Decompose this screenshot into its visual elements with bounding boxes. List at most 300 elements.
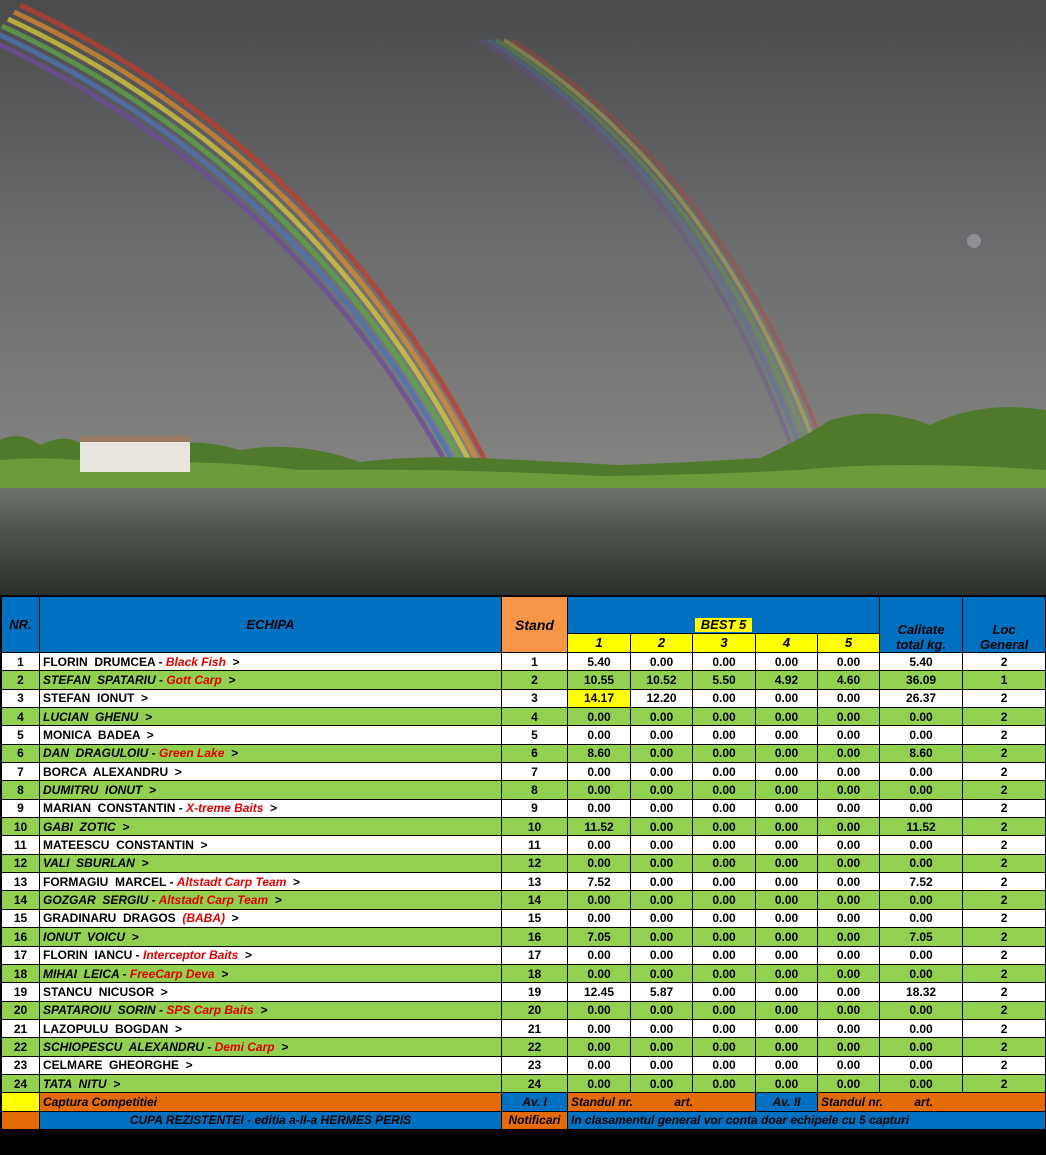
table-row (2, 836, 1046, 854)
stand-number: 16 (502, 928, 568, 946)
best-col-header: 5 (818, 634, 880, 653)
club-name: Gott Carp (166, 673, 222, 688)
row-arrow: > (253, 1003, 268, 1018)
total-weight: 0.00 (880, 1074, 963, 1092)
stand-number: 2 (502, 671, 568, 689)
general-place: 2 (963, 726, 1046, 744)
row-number: 21 (2, 1019, 40, 1037)
general-place: 2 (963, 983, 1046, 1001)
col-place-header (963, 597, 1046, 653)
best-catch-value: 0.00 (756, 799, 818, 817)
angler-name: MATEESCU CONSTANTIN > (43, 838, 208, 853)
general-place: 2 (963, 946, 1046, 964)
best-catch-value: 4.92 (756, 671, 818, 689)
best-catch-value: 0.00 (756, 763, 818, 781)
angler-name: FLORIN IANCU - (43, 948, 143, 963)
best-catch-value: 10.52 (631, 671, 693, 689)
total-weight: 26.37 (880, 689, 963, 707)
general-place: 2 (963, 873, 1046, 891)
best-catch-value: 0.00 (756, 983, 818, 1001)
best-catch-value: 0.00 (818, 653, 880, 671)
best-catch-value: 0.00 (756, 689, 818, 707)
best-catch-value: 0.00 (756, 873, 818, 891)
footer-capture-row (2, 1093, 1046, 1111)
row-number: 5 (2, 726, 40, 744)
best-col-header: 2 (631, 634, 693, 653)
general-place: 2 (963, 1056, 1046, 1074)
best-catch-value: 0.00 (631, 1019, 693, 1037)
best-catch-value: 0.00 (568, 1038, 631, 1056)
best-catch-value: 0.00 (693, 763, 756, 781)
angler-name: MONICA BADEA > (43, 728, 154, 743)
lens-flare (967, 234, 981, 248)
best-catch-value: 0.00 (693, 1056, 756, 1074)
total-weight: 0.00 (880, 891, 963, 909)
table-row (2, 891, 1046, 909)
general-place: 2 (963, 1038, 1046, 1056)
row-number: 2 (2, 671, 40, 689)
best-catch-value: 0.00 (693, 873, 756, 891)
team-name-cell (40, 1074, 502, 1092)
best-catch-value: 0.00 (818, 781, 880, 799)
best-col-header: 1 (568, 634, 631, 653)
total-weight: 0.00 (880, 836, 963, 854)
best-col-header: 3 (693, 634, 756, 653)
total-weight: 0.00 (880, 708, 963, 726)
general-place: 2 (963, 781, 1046, 799)
best-catch-value: 0.00 (631, 836, 693, 854)
best-catch-value: 0.00 (631, 781, 693, 799)
best5-label-cell (568, 617, 880, 634)
best-catch-value: 4.60 (818, 671, 880, 689)
table-row (2, 983, 1046, 1001)
quality-label-line1: Calitate (897, 622, 945, 637)
table-row (2, 653, 1046, 671)
table-row (2, 873, 1046, 891)
team-name-cell (40, 744, 502, 762)
general-place: 2 (963, 799, 1046, 817)
table-row (2, 708, 1046, 726)
angler-name: GOZGAR SERGIU - (43, 893, 159, 908)
table-row (2, 964, 1046, 982)
angler-name: STANCU NICUSOR > (43, 984, 168, 999)
general-place: 2 (963, 763, 1046, 781)
angler-name: BORCA ALEXANDRU > (43, 764, 182, 779)
row-number: 10 (2, 818, 40, 836)
best-catch-value: 0.00 (631, 799, 693, 817)
total-weight: 0.00 (880, 854, 963, 872)
angler-name: STEFAN SPATARIU - (43, 673, 167, 688)
stand-number: 9 (502, 799, 568, 817)
total-weight: 0.00 (880, 781, 963, 799)
best-catch-value: 0.00 (756, 946, 818, 964)
row-number: 23 (2, 1056, 40, 1074)
best-catch-value: 0.00 (756, 854, 818, 872)
general-place: 2 (963, 653, 1046, 671)
best-catch-value: 0.00 (756, 781, 818, 799)
best-catch-value: 0.00 (818, 836, 880, 854)
stand-number: 12 (502, 854, 568, 872)
best-catch-value: 0.00 (818, 1019, 880, 1037)
best-catch-value: 0.00 (756, 928, 818, 946)
stand-number: 5 (502, 726, 568, 744)
best-catch-value: 0.00 (631, 946, 693, 964)
best-catch-value: 14.17 (568, 689, 631, 707)
total-weight: 0.00 (880, 1001, 963, 1019)
table-row (2, 1019, 1046, 1037)
stand-number: 14 (502, 891, 568, 909)
team-name-cell (40, 964, 502, 982)
best-catch-value: 12.20 (631, 689, 693, 707)
best-catch-value: 0.00 (693, 653, 756, 671)
best-catch-value: 0.00 (568, 909, 631, 927)
row-number: 20 (2, 1001, 40, 1019)
row-number: 24 (2, 1074, 40, 1092)
stand-number: 24 (502, 1074, 568, 1092)
best-catch-value: 0.00 (693, 1019, 756, 1037)
row-arrow: > (268, 893, 282, 908)
best-catch-value: 0.00 (568, 781, 631, 799)
total-weight: 0.00 (880, 1038, 963, 1056)
team-name-cell (40, 928, 502, 946)
best-catch-value: 0.00 (568, 946, 631, 964)
total-weight: 0.00 (880, 964, 963, 982)
best-catch-value: 0.00 (756, 818, 818, 836)
quality-label-line2: total kg. (896, 637, 946, 652)
angler-name: LAZOPULU BOGDAN > (43, 1021, 183, 1036)
general-place: 2 (963, 744, 1046, 762)
stand-number: 6 (502, 744, 568, 762)
total-weight: 0.00 (880, 726, 963, 744)
total-weight: 0.00 (880, 763, 963, 781)
team-name-cell (40, 1038, 502, 1056)
best-catch-value: 0.00 (818, 726, 880, 744)
best-catch-value: 0.00 (818, 763, 880, 781)
team-name-cell (40, 873, 502, 891)
table-row (2, 854, 1046, 872)
best-catch-value: 0.00 (568, 891, 631, 909)
row-arrow: > (221, 673, 236, 688)
best-catch-value: 5.40 (568, 653, 631, 671)
best-catch-value: 0.00 (818, 983, 880, 1001)
best-catch-value: 0.00 (693, 726, 756, 744)
place-label-line1: Loc (992, 622, 1016, 637)
best5-blank-band (568, 597, 880, 617)
general-place: 2 (963, 689, 1046, 707)
results-body (2, 653, 1046, 1093)
best-catch-value: 0.00 (693, 781, 756, 799)
angler-name: MARIAN CONSTANTIN - (43, 801, 187, 816)
row-number: 19 (2, 983, 40, 1001)
best-catch-value: 0.00 (756, 1038, 818, 1056)
best-catch-value: 0.00 (631, 1074, 693, 1092)
best-catch-value: 0.00 (818, 799, 880, 817)
table-row (2, 689, 1046, 707)
best-catch-value: 0.00 (568, 1074, 631, 1092)
best-catch-value: 0.00 (756, 1074, 818, 1092)
table-row (2, 909, 1046, 927)
best-col-header: 4 (756, 634, 818, 653)
total-weight: 8.60 (880, 744, 963, 762)
club-name: Altstadt Carp Team (158, 893, 269, 908)
club-name: Altstadt Carp Team (176, 874, 287, 889)
best-catch-value: 7.52 (568, 873, 631, 891)
table-row (2, 946, 1046, 964)
general-place: 2 (963, 1074, 1046, 1092)
best-catch-value: 0.00 (568, 726, 631, 744)
angler-name: TATA NITU > (43, 1076, 121, 1091)
team-name-cell (40, 818, 502, 836)
stand-number: 11 (502, 836, 568, 854)
table-row (2, 671, 1046, 689)
av1-label: Av. I (502, 1093, 568, 1111)
best-catch-value: 0.00 (631, 818, 693, 836)
table-row (2, 726, 1046, 744)
footer-orange-marker (2, 1111, 40, 1129)
club-name: Interceptor Baits (143, 948, 239, 963)
best-catch-value: 0.00 (818, 818, 880, 836)
general-place: 1 (963, 671, 1046, 689)
row-number: 7 (2, 763, 40, 781)
ranking-note: In clasamentul general vor conta doar echipele cu 5 capturi (568, 1111, 1046, 1129)
standul-nr-2-label: Standul nr. (821, 1094, 884, 1109)
best-catch-value: 12.45 (568, 983, 631, 1001)
team-name-cell (40, 1001, 502, 1019)
best-catch-value: 0.00 (631, 1056, 693, 1074)
best-catch-value: 0.00 (818, 873, 880, 891)
col-nr-header: NR. (2, 597, 40, 653)
row-arrow: > (238, 948, 253, 963)
best-catch-value: 0.00 (756, 1001, 818, 1019)
footer-yellow-marker (2, 1093, 40, 1111)
table-row (2, 799, 1046, 817)
best-catch-value: 0.00 (818, 928, 880, 946)
best-catch-value: 0.00 (631, 1001, 693, 1019)
team-name-cell (40, 891, 502, 909)
best-catch-value: 0.00 (631, 744, 693, 762)
total-weight: 0.00 (880, 1056, 963, 1074)
building (80, 440, 190, 472)
best-catch-value: 0.00 (568, 708, 631, 726)
table-row (2, 744, 1046, 762)
stand-number: 19 (502, 983, 568, 1001)
best-catch-value: 0.00 (693, 891, 756, 909)
best-catch-value: 0.00 (631, 891, 693, 909)
place-label-line2: General (979, 637, 1029, 652)
team-name-cell (40, 708, 502, 726)
total-weight: 0.00 (880, 1019, 963, 1037)
best-catch-value: 0.00 (693, 1038, 756, 1056)
best-catch-value: 7.05 (568, 928, 631, 946)
row-number: 18 (2, 964, 40, 982)
row-number: 22 (2, 1038, 40, 1056)
team-name-cell (40, 946, 502, 964)
row-number: 15 (2, 909, 40, 927)
angler-name: SPATAROIU SORIN - (43, 1003, 167, 1018)
row-number: 14 (2, 891, 40, 909)
best-catch-value: 0.00 (818, 1001, 880, 1019)
table-row (2, 781, 1046, 799)
stand-number: 23 (502, 1056, 568, 1074)
team-name-cell (40, 799, 502, 817)
best-catch-value: 0.00 (818, 689, 880, 707)
best-catch-value: 11.52 (568, 818, 631, 836)
general-place: 2 (963, 909, 1046, 927)
best-catch-value: 0.00 (756, 744, 818, 762)
best-catch-value: 0.00 (693, 983, 756, 1001)
stand-number: 20 (502, 1001, 568, 1019)
best-catch-value: 0.00 (693, 708, 756, 726)
row-arrow: > (224, 746, 239, 761)
club-name: Green Lake (159, 746, 225, 761)
row-number: 3 (2, 689, 40, 707)
table-row (2, 928, 1046, 946)
table-row (2, 1038, 1046, 1056)
club-name: SPS Carp Baits (166, 1003, 254, 1018)
best-catch-value: 0.00 (693, 909, 756, 927)
stand-number: 10 (502, 818, 568, 836)
best-catch-value: 0.00 (693, 689, 756, 707)
angler-name: GABI ZOTIC > (43, 819, 130, 834)
general-place: 2 (963, 836, 1046, 854)
total-weight: 5.40 (880, 653, 963, 671)
best-catch-value: 0.00 (756, 1056, 818, 1074)
best-catch-value: 8.60 (568, 744, 631, 762)
club-name: FreeCarp Deva (129, 966, 215, 981)
best-catch-value: 0.00 (756, 909, 818, 927)
best-catch-value: 0.00 (631, 873, 693, 891)
best-catch-value: 0.00 (756, 964, 818, 982)
general-place: 2 (963, 708, 1046, 726)
standul-nr-1-label: Standul nr. (571, 1094, 634, 1109)
best-catch-value: 0.00 (568, 1019, 631, 1037)
best-catch-value: 0.00 (631, 653, 693, 671)
stand-number: 17 (502, 946, 568, 964)
av2-label: Av. II (756, 1093, 818, 1111)
lake-water (0, 488, 1046, 595)
stand-number: 3 (502, 689, 568, 707)
best-catch-value: 0.00 (756, 1019, 818, 1037)
best-catch-value: 0.00 (693, 928, 756, 946)
total-weight: 7.52 (880, 873, 963, 891)
total-weight: 18.32 (880, 983, 963, 1001)
best-catch-value: 0.00 (756, 726, 818, 744)
cup-title: CUPA REZISTENTEI - editia a-II-a HERMES PERIS (40, 1111, 502, 1129)
table-row (2, 763, 1046, 781)
angler-name: GRADINARU DRAGOS (43, 911, 183, 926)
general-place: 2 (963, 891, 1046, 909)
stand-number: 1 (502, 653, 568, 671)
best-catch-value: 0.00 (818, 854, 880, 872)
results-table (1, 596, 1046, 1130)
team-name-cell (40, 726, 502, 744)
standul-nr-2 (818, 1093, 1046, 1111)
stand-number: 22 (502, 1038, 568, 1056)
footer-cup-row (2, 1111, 1046, 1129)
team-name-cell (40, 653, 502, 671)
row-number: 4 (2, 708, 40, 726)
col-team-header: ECHIPA (40, 597, 502, 653)
team-name-cell (40, 1019, 502, 1037)
stand-number: 7 (502, 763, 568, 781)
best-catch-value: 0.00 (568, 854, 631, 872)
table-row (2, 1001, 1046, 1019)
total-weight: 7.05 (880, 928, 963, 946)
best-catch-value: 0.00 (568, 1056, 631, 1074)
row-number: 11 (2, 836, 40, 854)
row-number: 12 (2, 854, 40, 872)
row-number: 9 (2, 799, 40, 817)
best-catch-value: 0.00 (631, 909, 693, 927)
row-number: 6 (2, 744, 40, 762)
best-catch-value: 0.00 (818, 946, 880, 964)
best5-label: BEST 5 (695, 618, 753, 632)
best-catch-value: 0.00 (818, 1056, 880, 1074)
stand-number: 21 (502, 1019, 568, 1037)
col-stand-header: Stand (502, 597, 568, 653)
best-catch-value: 0.00 (631, 708, 693, 726)
best-catch-value: 0.00 (693, 799, 756, 817)
team-name-cell (40, 763, 502, 781)
notificari-label: Notificari (502, 1111, 568, 1129)
row-arrow: > (286, 874, 301, 889)
best-catch-value: 5.87 (631, 983, 693, 1001)
club-name: Black Fish (165, 654, 226, 669)
best-catch-value: 0.00 (693, 1074, 756, 1092)
best-catch-value: 0.00 (693, 964, 756, 982)
best-catch-value: 0.00 (693, 836, 756, 854)
angler-name: STEFAN IONUT > (43, 691, 149, 706)
best-catch-value: 0.00 (818, 964, 880, 982)
best-catch-value: 0.00 (568, 799, 631, 817)
team-name-cell (40, 854, 502, 872)
team-name-cell (40, 836, 502, 854)
general-place: 2 (963, 1001, 1046, 1019)
best-catch-value: 0.00 (818, 708, 880, 726)
best-catch-value: 0.00 (756, 836, 818, 854)
best-catch-value: 5.50 (693, 671, 756, 689)
row-arrow: > (214, 966, 229, 981)
best-catch-value: 0.00 (568, 964, 631, 982)
stand-number: 4 (502, 708, 568, 726)
best-catch-value: 0.00 (693, 1001, 756, 1019)
best-catch-value: 0.00 (818, 909, 880, 927)
team-name-cell (40, 1056, 502, 1074)
team-name-cell (40, 781, 502, 799)
club-name: Demi Carp (214, 1039, 275, 1054)
table-row (2, 1074, 1046, 1092)
angler-name: MIHAI LEICA - (43, 966, 130, 981)
best-catch-value: 0.00 (818, 891, 880, 909)
best-catch-value: 0.00 (631, 964, 693, 982)
best-catch-value: 0.00 (818, 1038, 880, 1056)
team-name-cell (40, 671, 502, 689)
general-place: 2 (963, 1019, 1046, 1037)
angler-name: LUCIAN GHENU > (43, 709, 153, 724)
capture-label: Captura Competitiei (40, 1093, 502, 1111)
best-catch-value: 0.00 (693, 946, 756, 964)
best-catch-value: 0.00 (631, 763, 693, 781)
angler-name: CELMARE GHEORGHE > (43, 1058, 193, 1073)
angler-name: IONUT VOICU > (43, 929, 139, 944)
row-arrow: > (225, 911, 239, 926)
row-number: 8 (2, 781, 40, 799)
art-2-label: art. (914, 1094, 934, 1109)
best-catch-value: 0.00 (631, 726, 693, 744)
best-catch-value: 0.00 (818, 1074, 880, 1092)
stand-number: 15 (502, 909, 568, 927)
row-number: 16 (2, 928, 40, 946)
